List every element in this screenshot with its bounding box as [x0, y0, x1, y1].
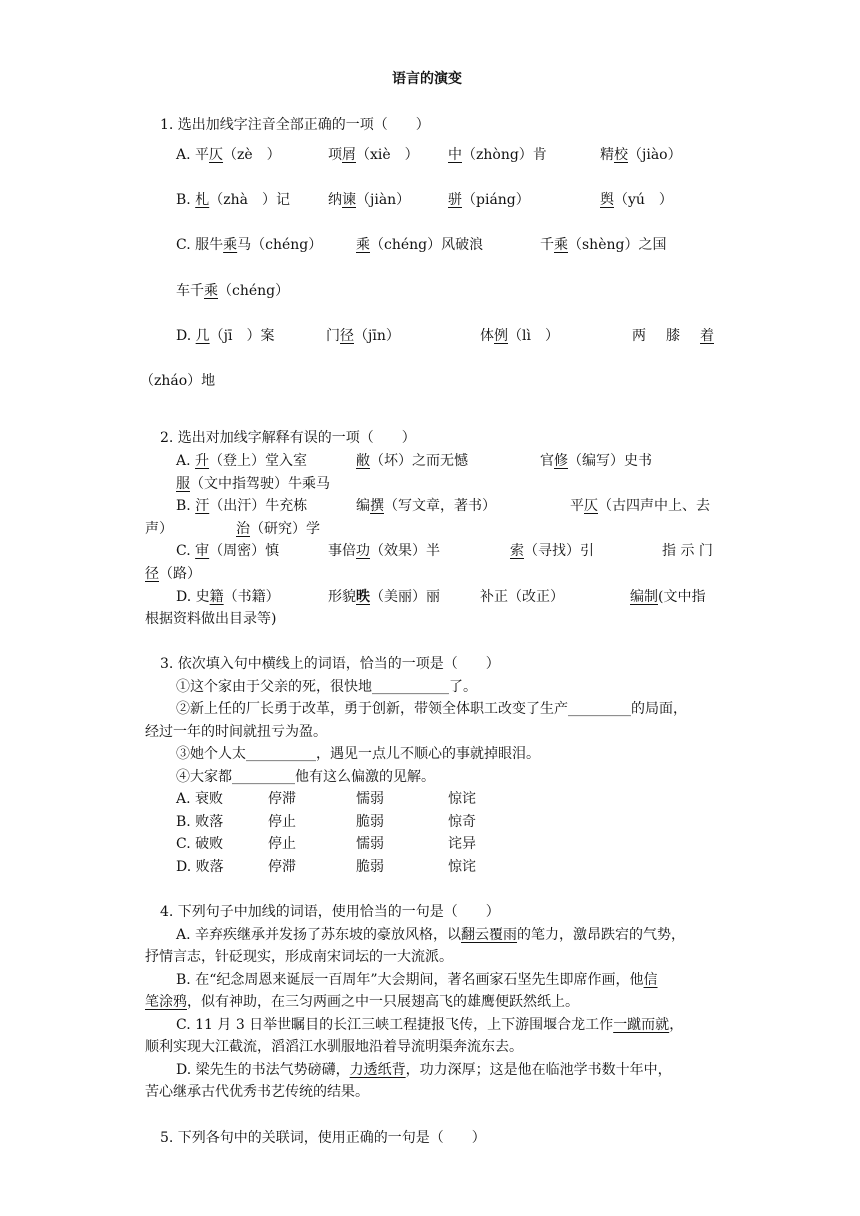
question-stem: 1. 选出加线字注音全部正确的一项（ ）: [160, 117, 430, 133]
question-stem: 4. 下列句子中加线的词语，使用恰当的一句是（ ）: [160, 904, 500, 920]
question-stem: 2. 选出对加线字解释有误的一项（ ）: [160, 430, 416, 446]
question-stem: 3. 依次填入句中横线上的词语，恰当的一项是（ ）: [160, 656, 500, 672]
sentence-3: ③她个人太__________，遇见一点儿不顺心的事就掉眼泪。: [176, 746, 540, 762]
sentence-1: ①这个家由于父亲的死，很快地___________了。: [176, 679, 477, 695]
sentence-2-cont: 经过一年的时间就扭亏为盈。: [145, 724, 327, 740]
sentence-2: ②新上任的厂长勇于改革，勇于创新，带领全体职工改变了生产_________的局面，: [176, 701, 687, 717]
question-stem: 5. 下列各句中的关联词，使用正确的一句是（ ）: [160, 1130, 486, 1146]
sentence-4: ④大家都_________他有这么偏激的见解。: [176, 769, 435, 785]
document-title: 语言的演变: [392, 71, 462, 87]
document-page: 语言的演变 1. 选出加线字注音全部正确的一项（ ） A. 平仄（zè ） 项屑（xiè ） 中（zhòng）肯 精校（jiào） B. 札（zhà ）记 纳谏（jiàn） 骈（piáng） 舆（yú ） C. 服牛乘马（chéng） 乘（chéng）风破浪 千乘（shèng）之国 车千乘（chéng） D. 几（jī ）案 门径（jīn） 体例（lì ） 两 膝 着 （zháo）地 2. 选出对加线字解释有误的一项（ ） A. 升（登上）堂入室 敝（坏）之而无憾 官修（编写）史书 服（文中指驾驶）牛乘马 B. 汗（出汗）牛充栋 编撰（写文章，著书） 平仄（古四声中上、去 声） 治（研究）学 C. 审（周密）慎 事倍功（效果）半 索（寻找）引 指 示 门 径（路） D. 史籍（书籍） 形貌昳（美丽）丽 补正（改正） 编制(文中指 根据资料做出目录等) 3. 依次填入句中横线上的词语，恰当的一项是（ ） ①这个家由于父亲的死，很快地___________了。 ②新上任的厂长勇于改革，勇于创新，带领全体职工改变了生产_________的局面， 经过一年的时间就扭亏为盈。 ③她个人太__________，遇见一点儿不顺心的事就掉眼泪。 ④大家都_________他有这么偏激的见解。 A. 衰败 停滞 懦弱 惊诧 B. 败落 停止 脆弱 惊奇 C. 破败 停止 懦弱 诧异 D. 败落 停滞 脆弱 惊诧 4. 下列句子中加线的词语，使用恰当的一句是（ ） A. 辛弃疾继承并发扬了苏东坡的豪放风格，以翻云覆雨的笔力，激昂跌宕的气势， 抒情言志，针砭现实，形成南宋词坛的一大流派。 B. 在“纪念周恩来诞辰一百周年”大会期间，著名画家石坚先生即席作画，他信 笔涂鸦，似有神助，在三匀两画之中一只展翅高飞的雄鹰便跃然纸上。 C. 11 月 3 日举世瞩目的长江三峡工程捷报飞传，上下游围堰合龙工作一蹴而就， 顺利实现大江截流，滔滔江水驯服地沿着导流明渠奔流东去。 D. 梁先生的书法气势磅礴，力透纸背，功力深厚；这是他在临池学书数十年中， 苦心继承古代优秀书艺传统的结果。 5. 下列各句中的关联词，使用正确的一句是（ ）: [140, 71, 714, 1146]
